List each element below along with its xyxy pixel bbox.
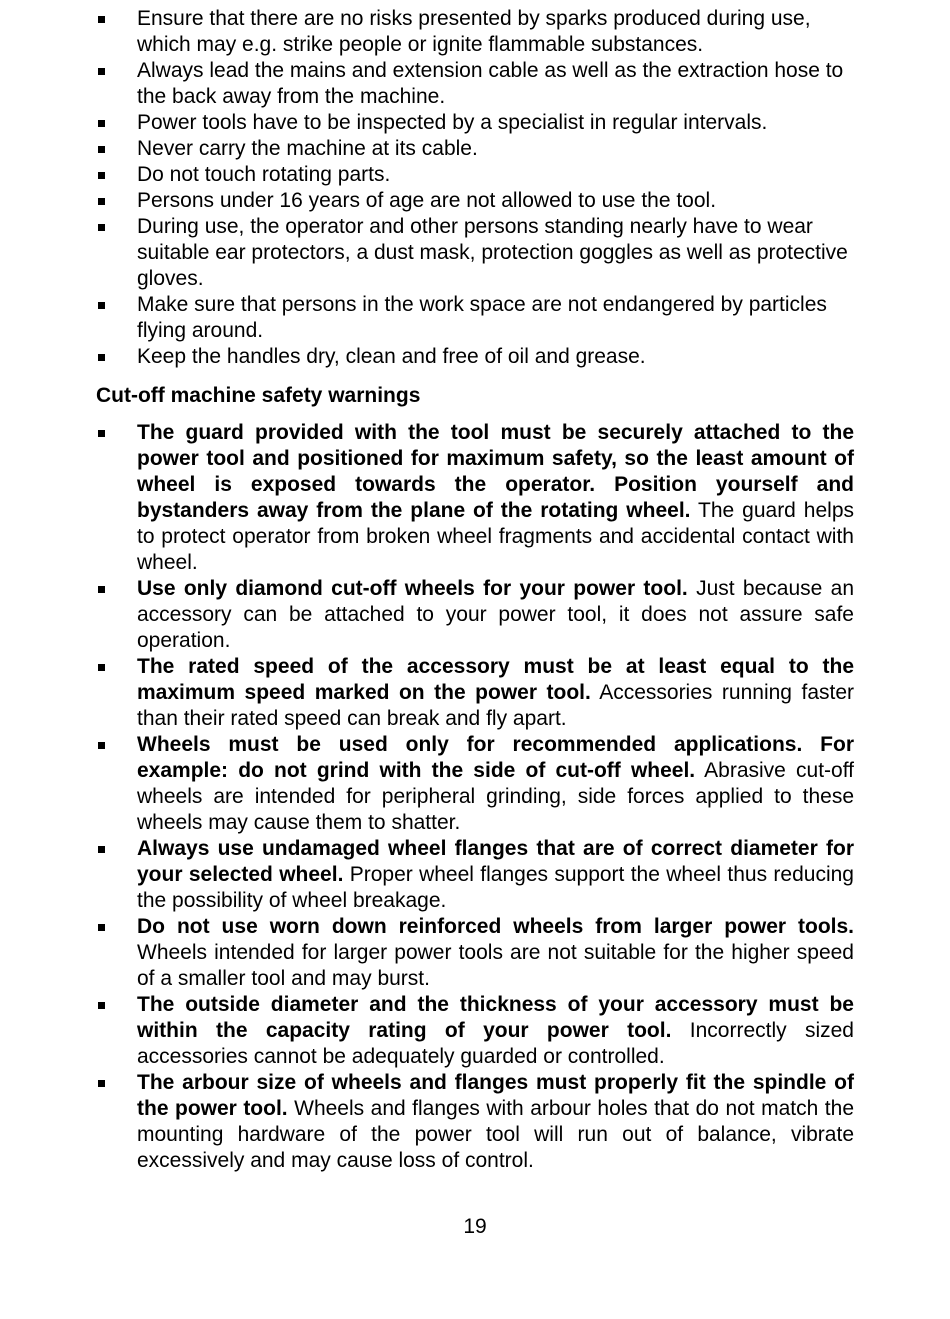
list-item-text: During use, the operator and other persons standing nearly have to wear suitable ear protectors, a dust mask, protection goggles as well as protective gloves. (137, 215, 848, 290)
list-item (96, 1070, 854, 1174)
list-item (96, 188, 854, 214)
warning-text: Just because an accessory can be attached to your power tool, it does not assure safe operation. (137, 577, 854, 652)
square-bullet-icon (98, 664, 105, 671)
warning-text: Wheels and flanges with arbour holes that do not match the mounting hardware of the power tool will run out of balance, vibrate excessively and may cause loss of control. (137, 1097, 854, 1172)
list-item (96, 992, 854, 1070)
square-bullet-icon (98, 224, 105, 231)
list-item (96, 420, 854, 576)
list-item (96, 836, 854, 914)
list-item-text: Power tools have to be inspected by a specialist in regular intervals. (137, 111, 768, 134)
square-bullet-icon (98, 924, 105, 931)
list-item (96, 162, 854, 188)
square-bullet-icon (98, 302, 105, 309)
square-bullet-icon (98, 120, 105, 127)
warning-text: Wheels intended for larger power tools are not suitable for the higher speed of a smaller tool and may burst. (137, 941, 854, 990)
warning-bold-text: Always use undamaged wheel flanges that are of correct diameter for your selected wheel. (137, 837, 854, 886)
warning-bold-text: Do not use worn down reinforced wheels from larger power tools. (137, 915, 854, 938)
warning-bold-text: Use only diamond cut-off wheels for your power tool. (137, 577, 688, 600)
warning-text: The guard helps to protect operator from broken wheel fragments and accidental contact with wheel. (137, 499, 854, 574)
list-item-text: Always lead the mains and extension cable as well as the extraction hose to the back away from the machine. (137, 59, 844, 108)
list-item-text: Persons under 16 years of age are not allowed to use the tool. (137, 189, 717, 212)
warning-bold-text: The rated speed of the accessory must be at least equal to the maximum speed marked on the power tool. (137, 655, 854, 704)
list-item-text: Make sure that persons in the work space are not endangered by particles flying around. (137, 293, 827, 342)
list-item (96, 110, 854, 136)
square-bullet-icon (98, 742, 105, 749)
square-bullet-icon (98, 68, 105, 75)
warning-bold-text: The outside diameter and the thickness of your accessory must be within the capacity rating of your power tool. (137, 993, 854, 1042)
list-item-text: Keep the handles dry, clean and free of oil and grease. (137, 345, 646, 368)
general-warnings-list (96, 6, 854, 370)
warning-text: Incorrectly sized accessories cannot be adequately guarded or controlled. (137, 1019, 854, 1068)
section-heading: Cut-off machine safety warnings (96, 384, 421, 407)
list-item (96, 576, 854, 654)
warning-bold-text: The arbour size of wheels and flanges must properly fit the spindle of the power tool. (137, 1071, 854, 1120)
square-bullet-icon (98, 1002, 105, 1009)
square-bullet-icon (98, 16, 105, 23)
warning-text: Proper wheel flanges support the wheel thus reducing the possibility of wheel breakage. (137, 863, 854, 912)
square-bullet-icon (98, 198, 105, 205)
square-bullet-icon (98, 354, 105, 361)
page-number: 19 (463, 1215, 487, 1238)
warning-bold-text: Wheels must be used only for recommended applications. For example: do not grind with the side of cut-off wheel. (137, 733, 854, 782)
list-item (96, 292, 854, 344)
square-bullet-icon (98, 172, 105, 179)
cutoff-warnings-list (96, 420, 854, 1174)
square-bullet-icon (98, 430, 105, 437)
square-bullet-icon (98, 586, 105, 593)
list-item (96, 654, 854, 732)
list-item-text: Do not touch rotating parts. (137, 163, 391, 186)
list-item (96, 732, 854, 836)
square-bullet-icon (98, 146, 105, 153)
warning-text: Abrasive cut-off wheels are intended for peripheral grinding, side forces applied to these wheels may cause them to shatter. (137, 759, 854, 834)
list-item (96, 136, 854, 162)
square-bullet-icon (98, 846, 105, 853)
warning-text: Accessories running faster than their rated speed can break and fly apart. (137, 681, 855, 730)
warning-bold-text: The guard provided with the tool must be securely attached to the power tool and positioned for maximum safety, so the least amount of wheel is exposed towards the operator. Position yourself and bystanders away from the plane of the rotating wheel. (137, 421, 854, 522)
list-item (96, 914, 854, 992)
list-item (96, 6, 854, 58)
square-bullet-icon (98, 1080, 105, 1087)
list-item (96, 58, 854, 110)
list-item-text: Ensure that there are no risks presented by sparks produced during use, which may e.g. strike people or ignite flammable substances. (137, 7, 811, 56)
list-item (96, 344, 854, 370)
list-item-text: Never carry the machine at its cable. (137, 137, 478, 160)
list-item (96, 214, 854, 292)
